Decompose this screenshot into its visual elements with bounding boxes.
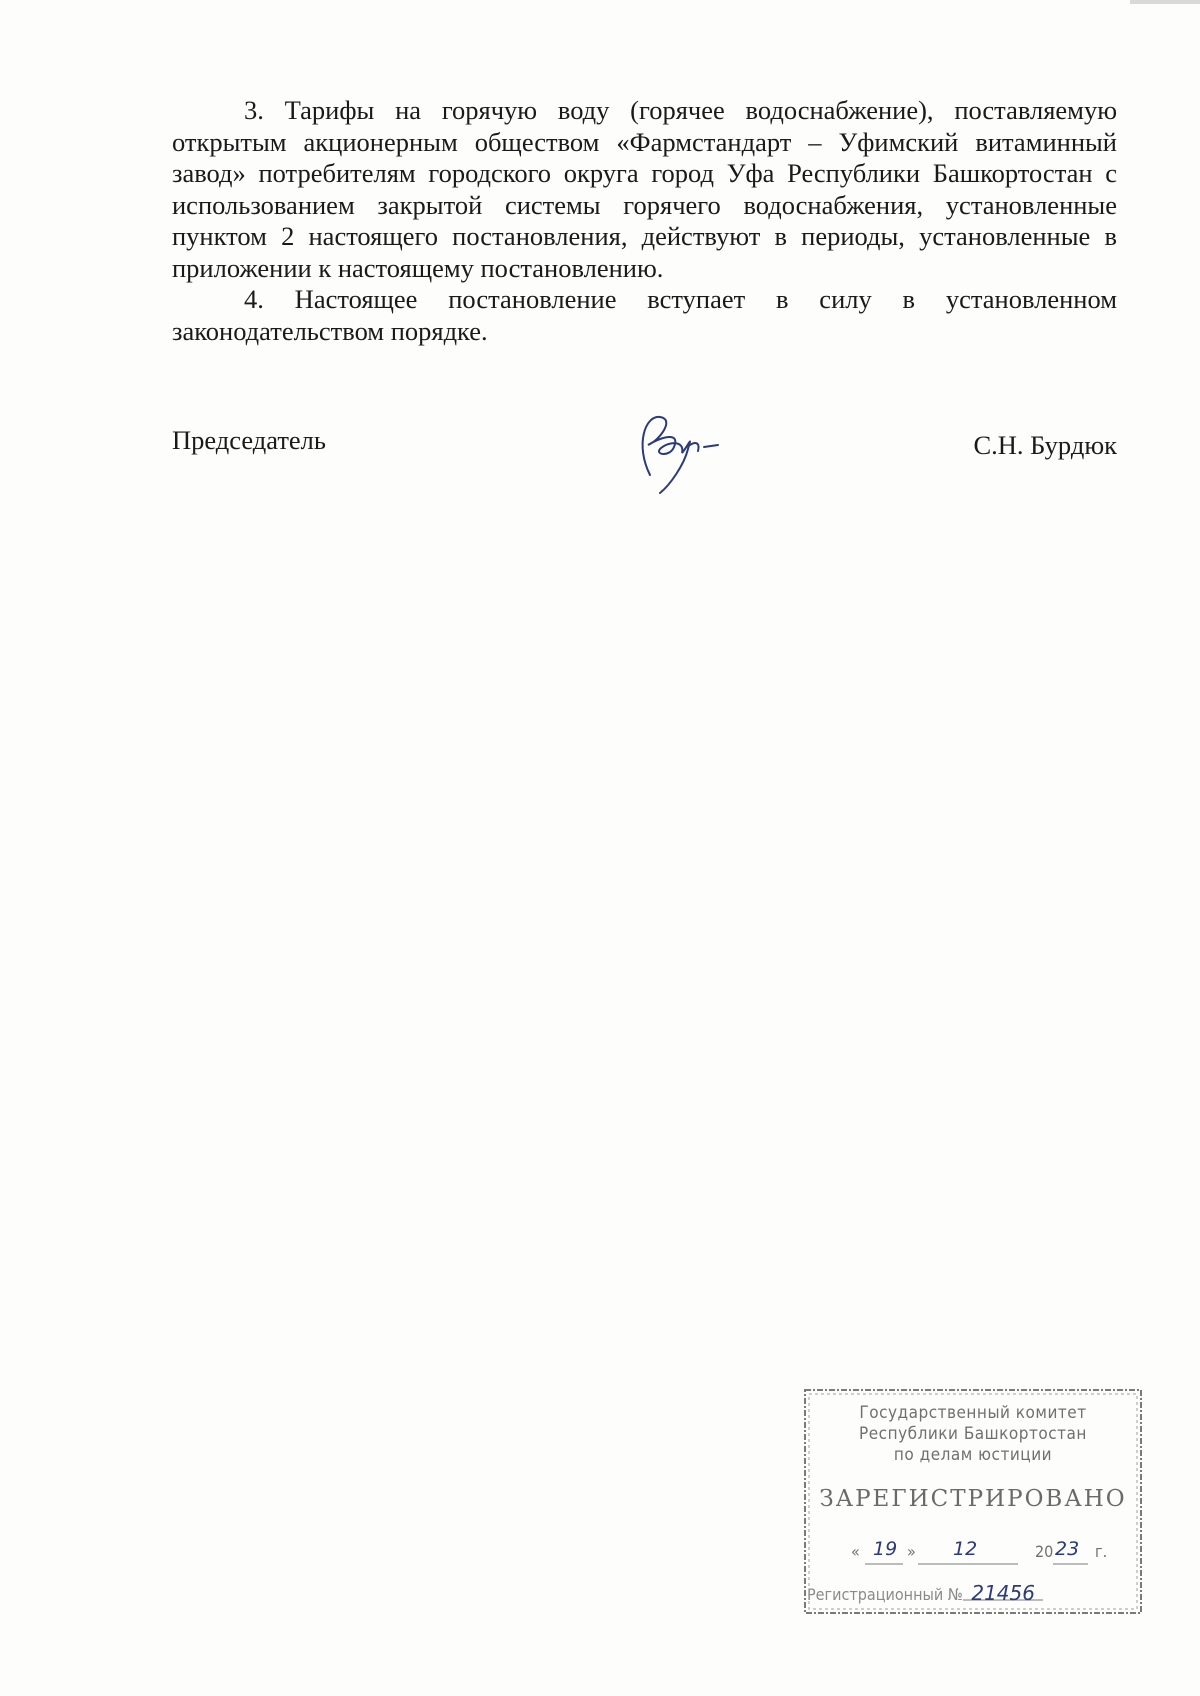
stamp-organization — [803, 1403, 1143, 1466]
signer-name: С.Н. Бурдюк — [973, 430, 1117, 460]
stamp-date-month: 12 — [953, 1538, 978, 1560]
stamp-date-year-unit: г. — [1095, 1542, 1108, 1561]
stamp-reg-number: 21456 — [971, 1581, 1035, 1605]
document-body — [172, 95, 1117, 347]
paragraph-4: 4. Настоящее постановление вступает в силу в установленном законодательством порядке. — [172, 284, 1117, 346]
stamp-date-year-suffix: 23 — [1055, 1538, 1080, 1560]
registration-stamp — [803, 1388, 1143, 1615]
stamp-date-open-quote: « — [851, 1542, 860, 1561]
signer-position: Председатель — [172, 425, 326, 455]
stamp-status: ЗАРЕГИСТРИРОВАНО — [819, 1486, 1127, 1512]
stamp-date-year-prefix: 20 — [1035, 1542, 1054, 1561]
stamp-reg-label: Регистрационный № — [807, 1585, 963, 1604]
stamp-org-line: по делам юстиции — [893, 1445, 1053, 1465]
stamp-org-line: Республики Башкортостан — [859, 1424, 1087, 1444]
paragraph-3: 3. Тарифы на горячую воду (горячее водоснабжение), поставляемую открытым акционерным обществом «Фармстандарт – Уфимский витаминный завод» потребителям городского округа город Уфа Республики Башкортостан с использованием закрытой системы горячего водоснабжения, установленные пунктом 2 настоящего постановления, действуют в периоды, установленные в приложении к настоящему постановлению. — [172, 95, 1117, 283]
stamp-date-day: 19 — [873, 1538, 898, 1560]
stamp-org-line: Государственный комитет — [859, 1403, 1087, 1423]
signature-image — [630, 405, 740, 495]
stamp-date-close-quote: » — [907, 1542, 916, 1561]
scan-edge — [1130, 0, 1200, 4]
stamp-date — [833, 1538, 1133, 1564]
stamp-registration-number — [807, 1581, 1137, 1605]
